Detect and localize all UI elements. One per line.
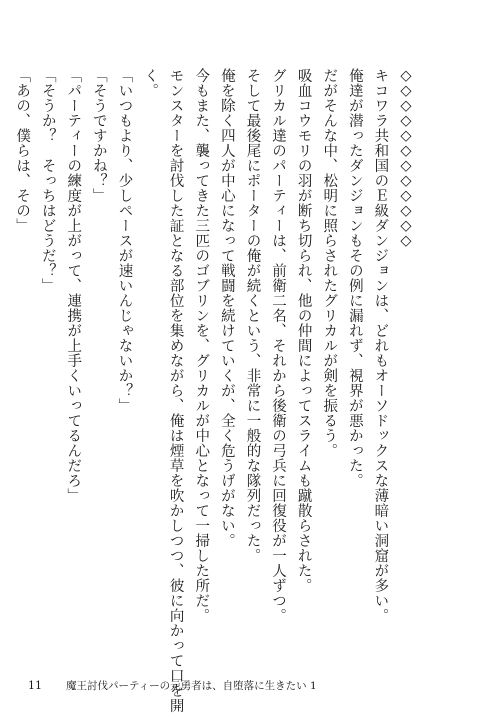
text-line: く。 — [142, 68, 159, 98]
dialogue-line: 「いつもより、少しペースが速いんじゃないか？」 — [116, 68, 133, 413]
dialogue-line: 「そうですかね？」 — [90, 68, 107, 203]
text-line: キコワラ共和国のＥ級ダンジョンは、どれもオーソドックスな薄暗い洞窟が多い。 — [372, 68, 389, 623]
dialogue-line: 「そうか？ そっちはどうだ？」 — [39, 68, 56, 293]
section-divider: ◇◇◇◇◇◇◇◇◇◇◇◇ — [398, 68, 414, 248]
book-title: 魔王討伐パーティーの元勇者は、自堕落に生きたい 1 — [66, 680, 317, 692]
text-line: 俺達が潜ったダンジョンもその例に漏れず、視界が悪かった。 — [346, 68, 363, 488]
text-line: 俺を除く四人が中心になって戦闘を続けていくが、全く危うげがない。 — [218, 68, 235, 548]
page-footer — [28, 678, 317, 693]
text-line: 吸血コウモリの羽が断ち切られ、他の仲間によってスライムも蹴散らされた。 — [295, 68, 312, 593]
text-line: 今もまた、襲ってきた三匹のゴブリンを、グリカルが中心となって一掃した所だ。 — [193, 68, 210, 623]
page-number: 11 — [28, 679, 42, 692]
dialogue-line: 「あの、僕らは、その」 — [14, 68, 31, 233]
text-line: そして最後尾にポーターの俺が続くという、非常に一般的な隊列だった。 — [244, 68, 261, 563]
text-line: だがそんな中、松明に照らされたグリカルが剣を振るう。 — [321, 68, 338, 458]
text-line: グリカル達のパーティーは、前衛二名、それから後衛の弓兵に回復役が一人ずつ。 — [270, 68, 287, 623]
text-line: モンスターを討伐した証となる部位を集めながら、俺は煙草を吹かしつつ、彼に向かって口を開 — [167, 68, 184, 713]
dialogue-line: 「パーティーの練度が上がって、連携が上手くいってるんだろ」 — [65, 68, 82, 503]
